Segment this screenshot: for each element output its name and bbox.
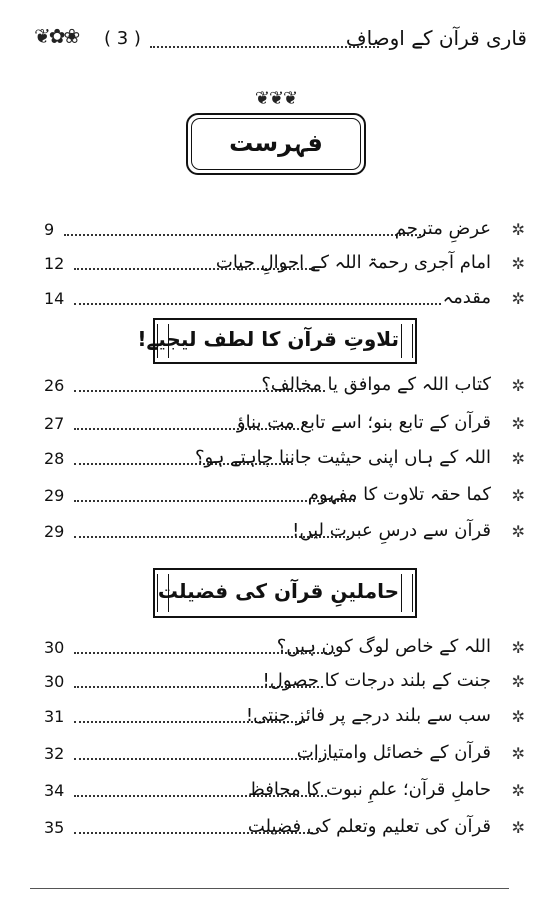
entry-page: 28 bbox=[44, 449, 65, 468]
bullet-icon: ✲ bbox=[511, 449, 525, 468]
entry-text: امام آجری رحمۃ اللہ کے احوالِ حیات bbox=[215, 252, 491, 273]
leader-dots bbox=[74, 303, 441, 305]
entry-text: قرآن سے درسِ عبرت لیں! bbox=[292, 520, 491, 541]
entry-page: 32 bbox=[44, 744, 65, 763]
leader-dots bbox=[64, 234, 425, 236]
section-title: حاملینِ قرآن کی فضیلت bbox=[157, 579, 399, 603]
bullet-icon: ✲ bbox=[511, 638, 525, 657]
entry-text: جنت کے بلند درجات کا حصول! bbox=[262, 670, 491, 691]
entry-page: 9 bbox=[44, 220, 55, 239]
bullet-icon: ✲ bbox=[511, 376, 525, 395]
page-number: ( 3 ) bbox=[104, 28, 141, 49]
entry-page: 31 bbox=[44, 707, 65, 726]
entry-page: 29 bbox=[44, 486, 65, 505]
toc-entry[interactable] bbox=[30, 779, 525, 807]
toc-entry[interactable] bbox=[30, 412, 525, 440]
bullet-icon: ✲ bbox=[511, 254, 525, 273]
header-ornament: ❦✿❀ bbox=[34, 24, 79, 48]
toc-entry[interactable] bbox=[30, 816, 525, 844]
entry-page: 35 bbox=[44, 818, 65, 837]
bullet-icon: ✲ bbox=[511, 289, 525, 308]
toc-entry[interactable] bbox=[30, 636, 525, 664]
entry-text: قرآن کی تعلیم وتعلم کی فضیلت bbox=[247, 816, 491, 837]
toc-entry[interactable] bbox=[30, 670, 525, 698]
bullet-icon: ✲ bbox=[511, 522, 525, 541]
bullet-icon: ✲ bbox=[511, 220, 525, 239]
toc-entry[interactable] bbox=[30, 374, 525, 402]
leader-dots bbox=[74, 758, 329, 760]
section-banner bbox=[153, 568, 417, 618]
entry-page: 34 bbox=[44, 781, 65, 800]
entry-text: مقدمہ bbox=[442, 287, 491, 308]
bullet-icon: ✲ bbox=[511, 672, 525, 691]
toc-entry[interactable] bbox=[30, 705, 525, 733]
bullet-icon: ✲ bbox=[511, 707, 525, 726]
toc-ornament: ❦❦❦ bbox=[254, 88, 298, 109]
entry-page: 29 bbox=[44, 522, 65, 541]
bullet-icon: ✲ bbox=[511, 414, 525, 433]
toc-title-frame bbox=[186, 113, 366, 175]
toc-entry[interactable] bbox=[30, 252, 525, 280]
entry-text: سب سے بلند درجے پر فائز جنتی! bbox=[245, 705, 491, 726]
entry-page: 14 bbox=[44, 289, 65, 308]
entry-text: قرآن کے تابع بنو؛ اسے تابع مت بناؤ bbox=[236, 412, 491, 433]
footer-rule bbox=[30, 888, 509, 889]
toc-entry[interactable] bbox=[30, 742, 525, 770]
bullet-icon: ✲ bbox=[511, 781, 525, 800]
bullet-icon: ✲ bbox=[511, 486, 525, 505]
header-leader-dots bbox=[150, 46, 379, 48]
entry-page: 27 bbox=[44, 414, 65, 433]
running-title: قاری قرآن کے اوصاف bbox=[345, 26, 527, 50]
entry-page: 26 bbox=[44, 376, 65, 395]
entry-text: اللہ کے ہاں اپنی حیثیت جاننا چاہتے ہو؟ bbox=[194, 447, 491, 468]
section-title: تلاوتِ قرآن کا لطف لیجیے! bbox=[137, 327, 399, 351]
entry-text: کما حقہ تلاوت کا مفہوم bbox=[307, 484, 491, 505]
entry-text: عرضِ مترجم bbox=[394, 218, 491, 239]
toc-entry[interactable] bbox=[30, 447, 525, 475]
toc-entry[interactable] bbox=[30, 218, 525, 246]
toc-title: فہرست bbox=[229, 129, 323, 157]
running-header bbox=[0, 20, 539, 60]
entry-page: 30 bbox=[44, 638, 65, 657]
entry-text: اللہ کے خاص لوگ کون ہیں؟ bbox=[276, 636, 491, 657]
entry-page: 12 bbox=[44, 254, 65, 273]
entry-text: قرآن کے خصائل وامتیازات bbox=[296, 742, 491, 763]
bullet-icon: ✲ bbox=[511, 744, 525, 763]
toc-entry[interactable] bbox=[30, 520, 525, 548]
entry-page: 30 bbox=[44, 672, 65, 691]
toc-entry[interactable] bbox=[30, 287, 525, 315]
entry-text: حاملِ قرآن؛ علمِ نبوت کا محافظ bbox=[248, 779, 491, 800]
section-banner bbox=[137, 318, 417, 364]
bullet-icon: ✲ bbox=[511, 818, 525, 837]
toc-entry[interactable] bbox=[30, 484, 525, 512]
entry-text: کتاب اللہ کے موافق یا مخالف؟ bbox=[261, 374, 491, 395]
